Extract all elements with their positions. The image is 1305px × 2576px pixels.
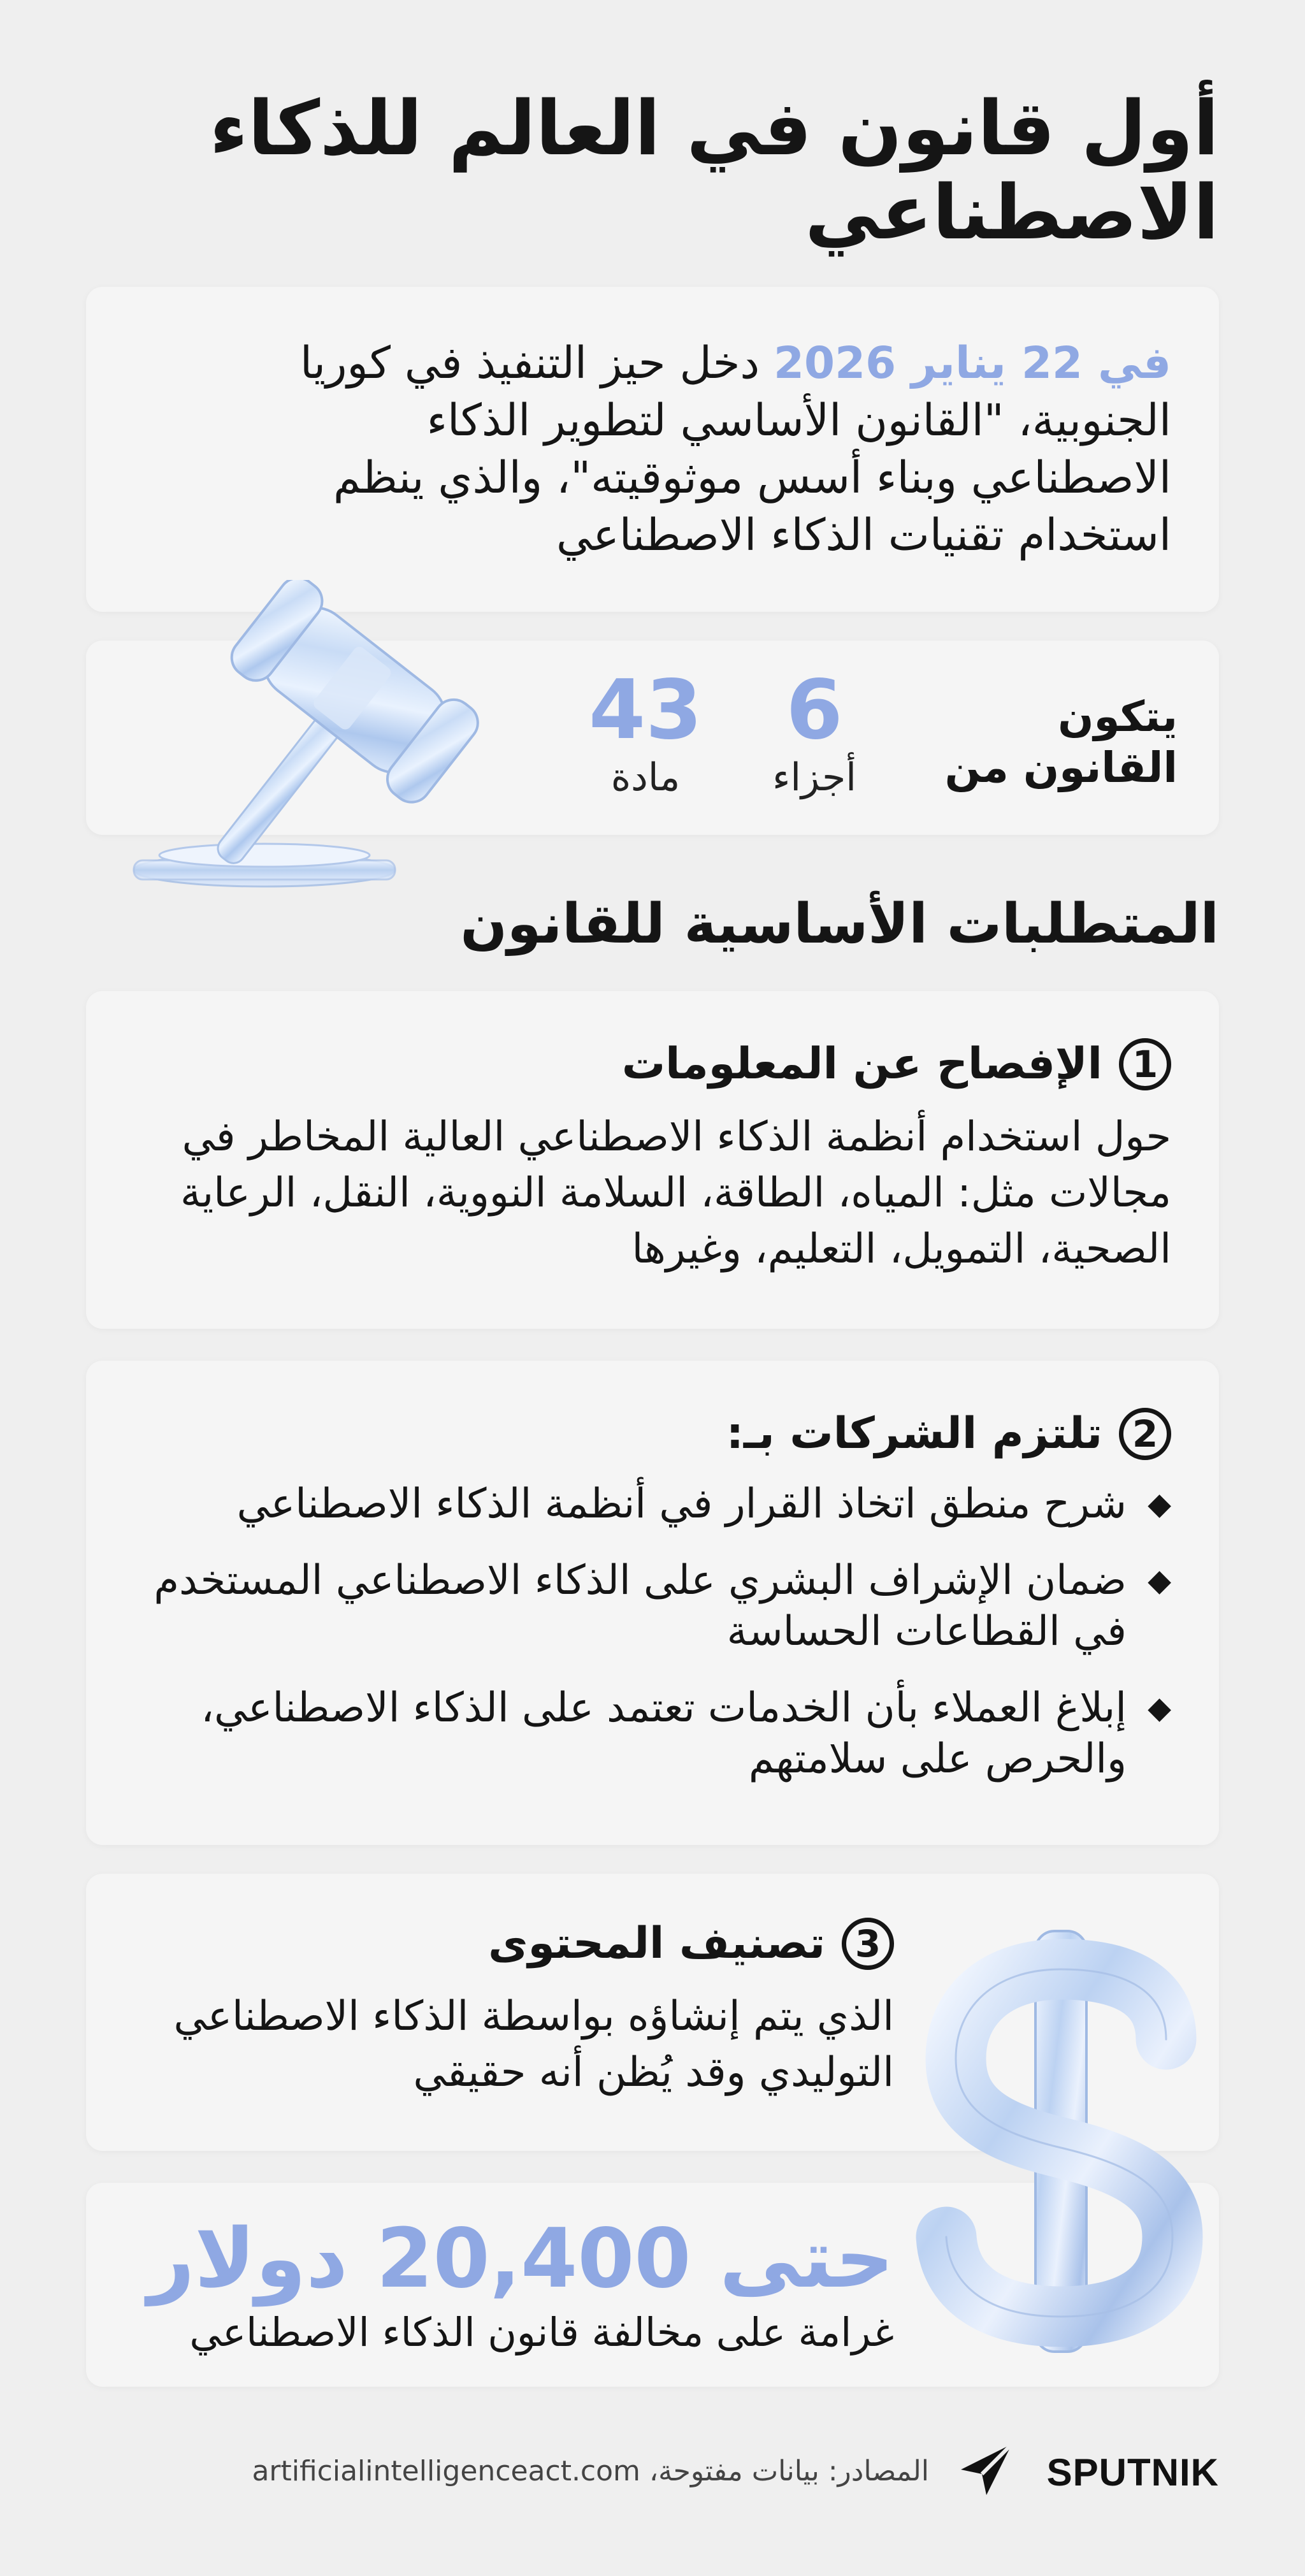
dollar-icon [911,1918,1211,2364]
parts-unit: أجزاء [772,755,856,800]
articles-value: 43 [588,663,703,758]
requirement-text-3: الذي يتم إنشاؤه بواسطة الذكاء الاصطناعي التوليدي وقد يُظن أنه حقيقي [173,1993,894,2096]
intro-text [215,335,1171,564]
sputnik-arrow-icon [958,2441,1015,2498]
requirement-card-2 [86,1361,1219,1845]
number-badge-3: 3 [842,1918,894,1970]
diamond-bullet-icon: ◆ [1148,1486,1171,1522]
intro-card [86,287,1219,612]
number-badge-1: 1 [1119,1038,1171,1090]
articles-unit: مادة [610,755,681,800]
fine-description: غرامة على مخالفة قانون الذكاء الاصطناعي [189,2309,894,2355]
requirement-title-3: تصنيف المحتوى [488,1918,825,1969]
diamond-bullet-icon: ◆ [1148,1563,1171,1598]
number-badge-2: 2 [1119,1408,1171,1460]
bullet-text: شرح منطق اتخاذ القرار في أنظمة الذكاء الاصطناعي [236,1480,1127,1528]
page-title: أول قانون في العالم للذكاء الاصطناعي [209,84,1219,256]
intro-body: دخل حيز التنفيذ في كوريا الجنوبية، "القانون الأساسي لتطوير الذكاء الاصطناعي وبناء أسس موثوقيته"، والذي ينظم استخدام تقنيات الذكاء الاصطناعي [299,338,1171,561]
brand-name: SPUTNIK [1046,2451,1219,2494]
source-note: المصادر: بيانات مفتوحة، artificialintelligenceact.com [252,2455,929,2487]
parts-value: 6 [786,663,843,758]
list-item [139,1555,1171,1657]
stat-parts [757,663,872,800]
gavel-icon [118,580,538,911]
stat-articles [575,663,716,800]
bullet-text: إبلاغ العملاء بأن الخدمات تعتمد على الذكاء الاصطناعي، والحرص على سلامتهم [201,1684,1127,1783]
intro-date: في 22 يناير 2026 [774,338,1171,389]
list-item [139,1682,1171,1784]
requirement-card-1 [86,991,1219,1329]
requirement-heading-2 [726,1405,1171,1463]
fine-amount: حتى 20,400 دولار [147,2211,894,2306]
bullet-text: ضمان الإشراف البشري على الذكاء الاصطناعي المستخدم في القطاعات الحساسة [154,1557,1127,1655]
diamond-bullet-icon: ◆ [1148,1690,1171,1726]
requirement-heading-3 [488,1915,894,1972]
obligations-list [139,1479,1171,1810]
sputnik-logo [958,2438,1219,2501]
requirement-heading-1 [622,1036,1171,1093]
requirement-title-1: الإفصاح عن المعلومات [621,1039,1102,1089]
requirement-title-2: تلتزم الشركات بـ: [726,1408,1102,1459]
stats-label: يتكون القانون من [944,692,1178,792]
requirement-text-1: حول استخدام أنظمة الذكاء الاصطناعي العالية المخاطر في مجالات مثل: المياه، الطاقة، السلامة النووية، النقل، الرعاية الصحية، التمويل، التعليم، وغيرها [180,1113,1171,1273]
list-item [139,1479,1171,1530]
section-title: المتطلبات الأساسية للقانون [460,892,1219,956]
